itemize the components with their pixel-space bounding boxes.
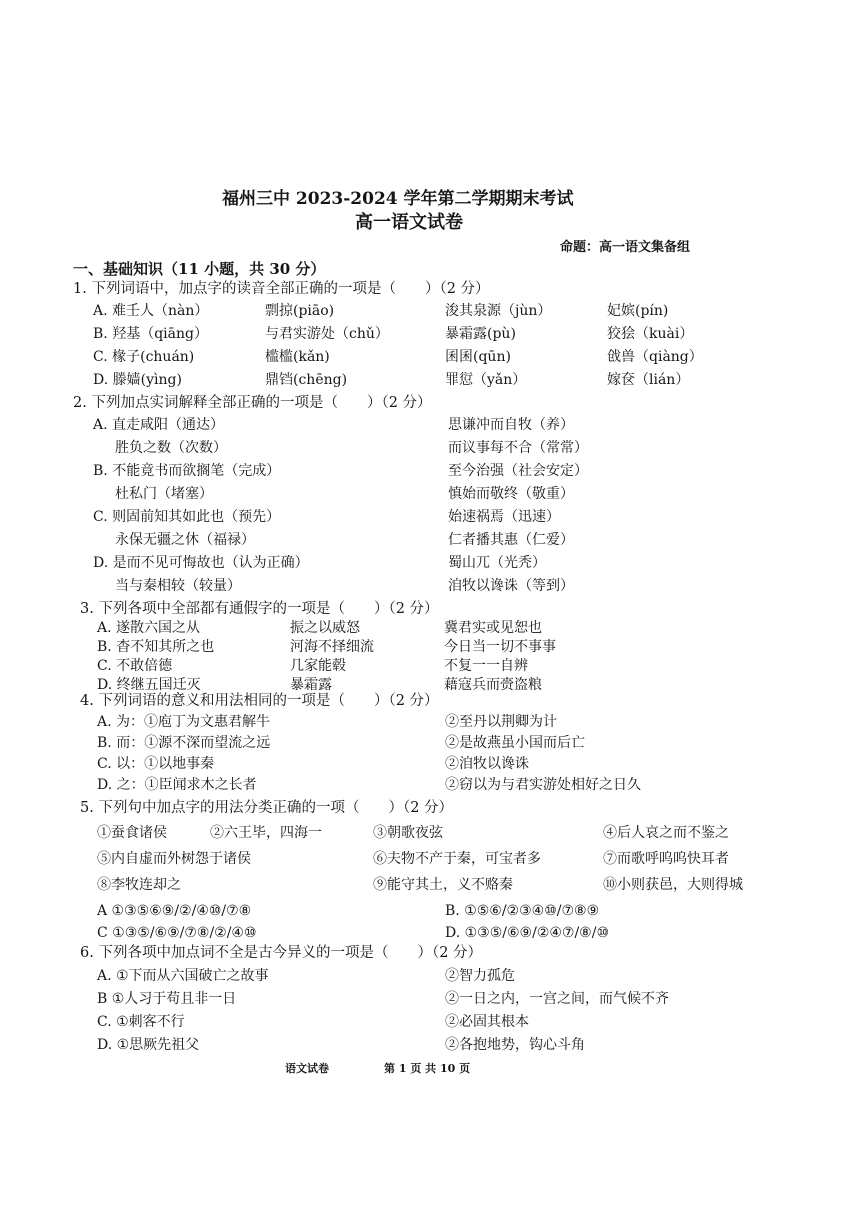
q5-item-5: ⑤内自虚而外树怨于诸侯 (97, 851, 251, 867)
q4-c-1: C. 以：①以地事秦 (97, 756, 215, 772)
q2-row-8-left: 当与秦相较（较量） (115, 578, 241, 594)
q2-row-4-right: 慎始而敬终（敬重） (448, 486, 574, 502)
q3-c-2: 几家能毂 (290, 658, 346, 674)
q1-c-4: 戗兽（qiàng） (607, 349, 703, 365)
q2-row-5-right: 始速祸焉（迅速） (448, 509, 560, 525)
q3-b-2: 河海不择细流 (290, 639, 374, 655)
q2-row-4-left: 杜私门（堵塞） (115, 486, 213, 502)
q2-row-7-right: 蜀山兀（光秃） (448, 555, 546, 571)
question-2-stem: 2. 下列加点实词解释全部正确的一项是（ ）（2 分） (73, 395, 432, 411)
q6-a-2: ②智力孤危 (445, 968, 515, 984)
q5-item-4: ④后人哀之而不鉴之 (603, 825, 729, 841)
exam-subtitle: 高一语文试卷 (355, 212, 463, 233)
q1-b-4: 狡狯（kuài） (607, 326, 694, 342)
q6-d-2: ②各抱地势，钩心斗角 (445, 1037, 585, 1053)
q1-b-2: 与君实游处（chǔ） (265, 326, 389, 342)
q2-row-6-right: 仁者播其惠（仁爱） (448, 532, 574, 548)
q5-option-d: D. ①③⑤/⑥⑨/②④⑦/⑧/⑩ (445, 925, 610, 941)
q6-c-1: C. ①刺客不行 (97, 1014, 185, 1030)
q3-d-2: 暴霜露 (290, 677, 332, 693)
q2-row-3-right: 至今治强（社会安定） (448, 463, 588, 479)
q1-d-4: 嫁奁（lián） (607, 372, 690, 388)
q3-d-1: D. 终继五国迁灭 (97, 677, 201, 693)
q4-d-2: ②窃以为与君实游处相好之日久 (445, 777, 641, 793)
q2-row-6-left: 永保无疆之休（福禄） (115, 532, 255, 548)
q5-item-2: ②六王毕，四海一 (210, 825, 322, 841)
question-3-stem: 3. 下列各项中全部都有通假字的一项是（ ）（2 分） (80, 601, 439, 617)
q5-item-3: ③朝歌夜弦 (373, 825, 443, 841)
footer-page-number: 第 1 页 共 10 页 (384, 1062, 471, 1075)
q1-c-2: 槛槛(kǎn) (265, 349, 330, 365)
q2-row-5-left: C. 则固前知其如此也（预先） (93, 509, 281, 525)
q5-item-1: ①蚕食诸侯 (97, 825, 167, 841)
q1-c-3: 囷囷(qūn) (445, 349, 511, 365)
q1-d-3: 罪愆（yǎn） (445, 372, 527, 388)
q3-a-3: 冀君实或见恕也 (444, 620, 542, 636)
q1-a-1: A. 难壬人（nàn） (93, 303, 209, 319)
q2-row-1-left: A. 直走咸阳（通达） (93, 417, 225, 433)
q6-d-1: D. ①思厥先祖父 (97, 1037, 200, 1053)
q3-b-1: B. 杳不知其所之也 (97, 639, 215, 655)
q5-item-6: ⑥夫物不产于秦，可宝者多 (373, 851, 541, 867)
q5-item-10: ⑩小则获邑，大则得城 (603, 877, 743, 893)
q4-b-2: ②是故燕虽小国而后亡 (445, 735, 585, 751)
q3-d-3: 藉寇兵而赍盗粮 (444, 677, 542, 693)
q2-row-8-right: 洎牧以谗诛（等到） (448, 578, 574, 594)
q2-row-2-right: 而议事每不合（常常） (448, 440, 588, 456)
q3-a-2: 振之以威怒 (290, 620, 360, 636)
q5-option-c: C ①③⑤/⑥⑨/⑦⑧/②/④⑩ (97, 925, 257, 941)
footer-subject: 语文试卷 (285, 1062, 329, 1075)
exam-title: 福州三中 2023-2024 学年第二学期期末考试 (222, 189, 574, 209)
q5-option-a: A ①③⑤⑥⑨/②/④⑩/⑦⑧ (97, 903, 252, 919)
q1-d-1: D. 滕嫱(yìng) (93, 372, 182, 388)
section-title: 一、基础知识（11 小题，共 30 分） (73, 260, 326, 278)
q6-a-1: A. ①下而从六国破亡之故事 (97, 968, 269, 984)
q4-b-1: B. 而：①源不深而望流之远 (97, 735, 271, 751)
question-5-stem: 5. 下列句中加点字的用法分类正确的一项（ ）（2 分） (80, 800, 454, 816)
q6-b-2: ②一日之内，一宫之间，而气候不齐 (445, 991, 669, 1007)
q2-row-3-left: B. 不能竟书而欲搁笔（完成） (93, 463, 281, 479)
q2-row-2-left: 胜负之数（次数） (115, 440, 227, 456)
question-1-stem: 1. 下列词语中，加点字的读音全部正确的一项是（ ）（2 分） (73, 281, 490, 297)
q2-row-1-right: 思谦冲而自牧（养） (448, 417, 574, 433)
q1-a-3: 浚其泉源（jùn） (445, 303, 552, 319)
q4-c-2: ②洎牧以谗诛 (445, 756, 529, 772)
q2-row-7-left: D. 是而不见可悔故也（认为正确） (93, 555, 309, 571)
q5-item-8: ⑧李牧连却之 (97, 877, 181, 893)
q1-b-1: B. 羟基（qiāng） (93, 326, 208, 342)
q1-d-2: 鼎铛(chēng) (265, 372, 348, 388)
question-4-stem: 4. 下列词语的意义和用法相同的一项是（ ）（2 分） (80, 693, 439, 709)
q1-b-3: 暴霜露(pù) (445, 326, 516, 342)
q4-a-1: A. 为：①庖丁为文惠君解牛 (97, 714, 271, 730)
q1-c-1: C. 椽子(chuán) (93, 349, 195, 365)
q3-b-3: 今日当一切不事事 (444, 639, 556, 655)
q6-b-1: B ①人习于苟且非一日 (97, 991, 237, 1007)
q5-item-7: ⑦而歌呼呜呜快耳者 (603, 851, 729, 867)
q4-a-2: ②至丹以荆卿为计 (445, 714, 557, 730)
q3-c-1: C. 不敢倍德 (97, 658, 173, 674)
q4-d-1: D. 之：①臣闻求木之长者 (97, 777, 257, 793)
q3-a-1: A. 遂散六国之从 (97, 620, 201, 636)
q5-item-9: ⑨能守其土，义不赂秦 (373, 877, 513, 893)
q5-option-b: B. ①⑤⑥/②③④⑩/⑦⑧⑨ (445, 903, 600, 919)
q6-c-2: ②必固其根本 (445, 1014, 529, 1030)
exam-author: 命题：高一语文集备组 (560, 240, 691, 255)
question-6-stem: 6. 下列各项中加点词不全是古今异义的一项是（ ）（2 分） (80, 945, 483, 961)
q1-a-2: 剽掠(piāo) (265, 303, 335, 319)
q1-a-4: 妃嫔(pín) (607, 303, 669, 319)
q3-c-3: 不复一一自辨 (444, 658, 528, 674)
